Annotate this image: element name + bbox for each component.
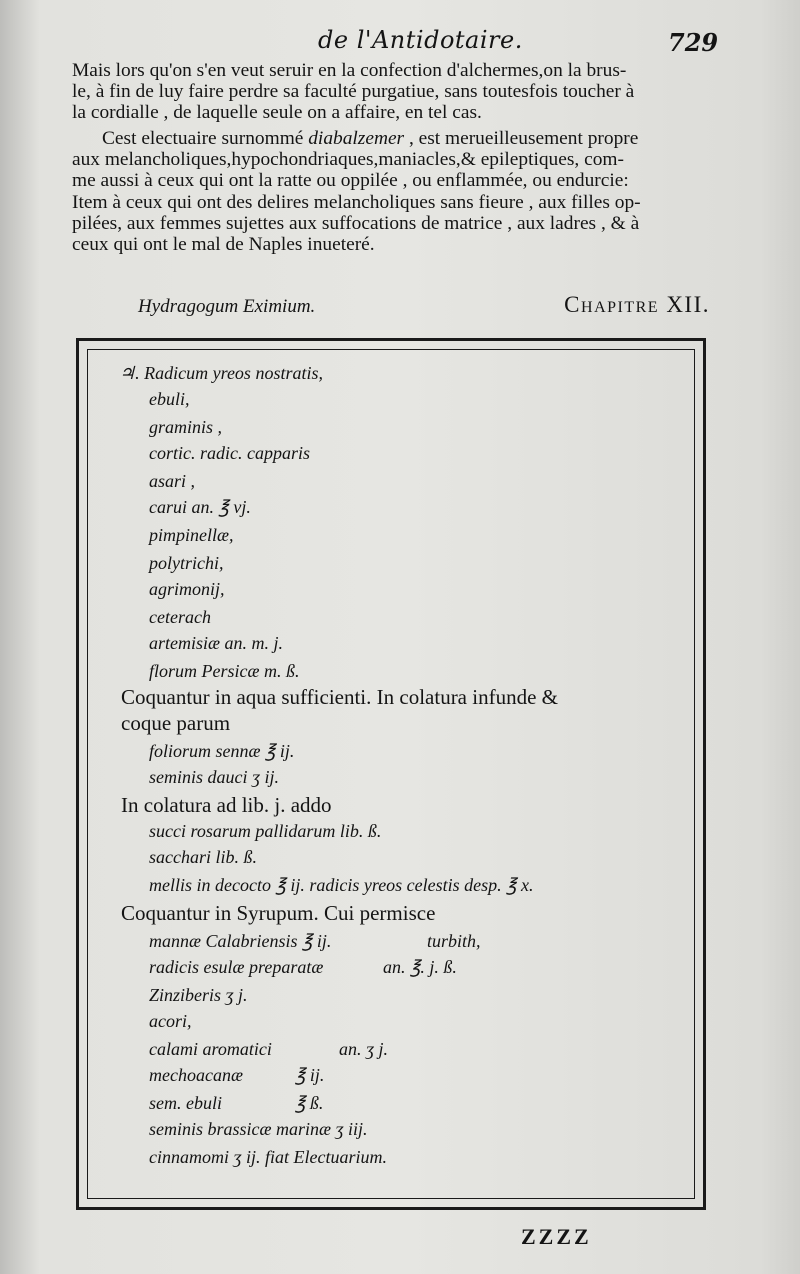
text-line: aux melancholiques,hypochondriaques,maniacles,& epileptiques, com-: [72, 149, 624, 171]
recipe-frame: [76, 338, 706, 1210]
recipe-line: artemisiæ an. m. j.: [149, 633, 284, 653]
text-fragment: , est merueilleusement propre: [404, 128, 639, 149]
running-head-title: de l'Antidotaire.: [318, 26, 523, 54]
recipe-line: ceterach: [149, 607, 211, 627]
text-line: le, à fin de luy faire perdre sa faculté purgatiue, sans toutesfois toucher à: [72, 81, 635, 103]
recipe-line: asari ,: [149, 471, 196, 491]
recipe-line: radicis esulæ preparatæ: [149, 957, 324, 977]
running-head: [0, 26, 800, 60]
recipe-line: polytrichi,: [149, 553, 224, 573]
recipe-instruction: coque parum: [121, 711, 231, 735]
recipe-line: turbith,: [427, 931, 481, 951]
recipe-instruction: Coquantur in aqua sufficienti. In colatura infunde &: [121, 685, 558, 709]
text-line: ceux qui ont le mal de Naples inueteré.: [72, 234, 375, 256]
text-line: Item à ceux qui ont des delires melancholiques sans fieure , aux filles op-: [72, 191, 641, 213]
recipe-line: Zinziberis ʒ j.: [149, 985, 248, 1005]
chapter-heading: [72, 292, 712, 322]
recipe-line: mannæ Calabriensis ℥ ij.: [149, 931, 332, 951]
recipe-line: calami aromatici: [149, 1039, 272, 1059]
recipe-line: cinnamomi ʒ ij. fiat Electuarium.: [149, 1147, 387, 1167]
recipe-line: seminis brassicæ marinæ ʒ iij.: [149, 1119, 368, 1139]
recipe-line: an. ℥. j. ß.: [383, 957, 457, 977]
recipe-line: ebuli,: [149, 389, 190, 409]
recipe-line: ♃. Radicum yreos nostratis,: [119, 363, 323, 383]
signature-mark: ZZZZ: [521, 1224, 592, 1249]
recipe-line: sacchari lib. ß.: [149, 847, 257, 867]
recipe-line: agrimonij,: [149, 579, 225, 599]
electuary-name: diabalzemer: [308, 128, 405, 149]
recipe-line: pimpinellæ,: [149, 525, 234, 545]
recipe-line: carui an. ℥ vj.: [149, 497, 251, 517]
recipe-instruction: Coquantur in Syrupum. Cui permisce: [121, 901, 436, 925]
recipe-line: graminis ,: [149, 417, 223, 437]
recipe-line: ℥ ß.: [295, 1093, 324, 1113]
recipe-line: florum Persicæ m. ß.: [149, 661, 300, 681]
recipe-line: foliorum sennæ ℥ ij.: [149, 741, 295, 761]
text-line: la cordialle , de laquelle seule on a affaire, en tel cas.: [72, 102, 482, 124]
chapter-subtitle: Hydragogum Eximium.: [138, 296, 316, 317]
text-line: me aussi à ceux qui ont la ratte ou oppilée , ou enflammée, ou endurcie:: [72, 170, 629, 192]
recipe-line: mechoacanæ: [149, 1065, 243, 1085]
text-line: [72, 128, 712, 149]
recipe-line: seminis dauci ʒ ij.: [149, 767, 279, 787]
text-line: Mais lors qu'on s'en veut seruir en la confection d'alchermes,on la brus-: [72, 60, 627, 81]
recipe-line: succi rosarum pallidarum lib. ß.: [149, 821, 382, 841]
text-fragment: Cest electuaire surnommé: [102, 128, 309, 149]
recipe-line: mellis in decocto ℥ ij. radicis yreos celestis desp. ℥ x.: [149, 875, 534, 895]
page-number: 729: [668, 28, 719, 57]
text-line: pilées, aux femmes sujettes aux suffocations de matrice , aux ladres , & à: [72, 212, 640, 234]
paragraph-diabalzemer: [72, 128, 712, 255]
chapter-title: Chapitre XII.: [564, 292, 710, 317]
recipe-line: ℥ ij.: [295, 1065, 325, 1085]
recipe-line: acori,: [149, 1011, 192, 1031]
paragraph-confection: [72, 60, 712, 124]
recipe-instruction: In colatura ad lib. j. addo: [121, 793, 332, 817]
recipe-line: an. ʒ j.: [339, 1039, 388, 1059]
recipe-line: cortic. radic. capparis: [149, 443, 310, 463]
recipe-line: sem. ebuli: [149, 1093, 222, 1113]
